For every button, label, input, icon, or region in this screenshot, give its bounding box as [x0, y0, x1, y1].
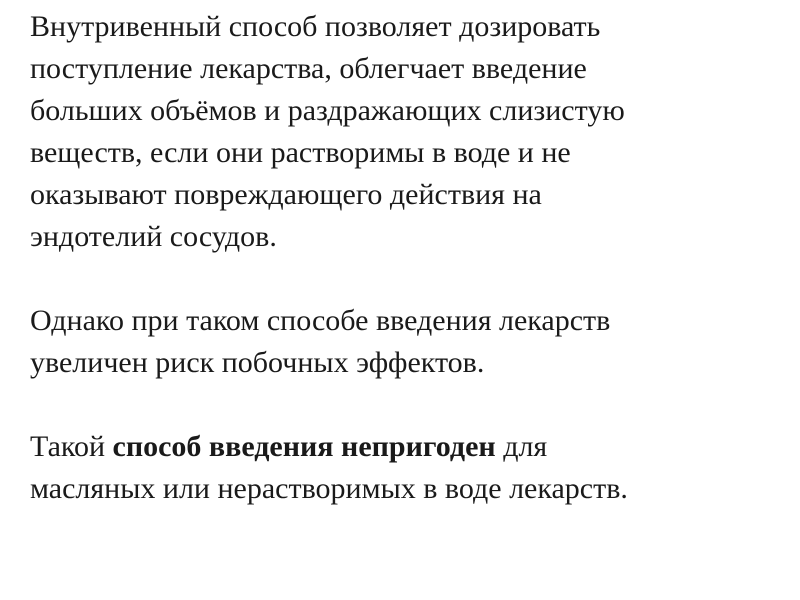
bold-emphasis: способ введения непригоден — [112, 430, 496, 463]
paragraph-side-effects — [30, 300, 790, 384]
paragraph-line: веществ, если они растворимы в воде и не — [30, 136, 571, 169]
paragraph-line: Однако при таком способе введения лекарств — [30, 304, 611, 337]
text-suffix: для — [495, 430, 548, 463]
slide-text — [30, 6, 790, 552]
text-prefix: Такой — [30, 430, 113, 463]
paragraph-unsuitability — [30, 426, 790, 510]
paragraph-line: Внутривенный способ позволяет дозировать — [30, 10, 601, 43]
paragraph-line: эндотелий сосудов. — [30, 220, 277, 253]
paragraph-line: оказывают повреждающего действия на — [30, 178, 542, 211]
paragraph-line: больших объёмов и раздражающих слизистую — [30, 94, 625, 127]
paragraph-line: поступление лекарства, облегчает введение — [30, 52, 587, 85]
paragraph-line: увеличен риск побочных эффектов. — [30, 346, 485, 379]
paragraph-intravenous-advantages — [30, 6, 790, 258]
paragraph-line — [30, 426, 790, 468]
paragraph-line: масляных или нерастворимых в воде лекарств. — [30, 472, 628, 505]
